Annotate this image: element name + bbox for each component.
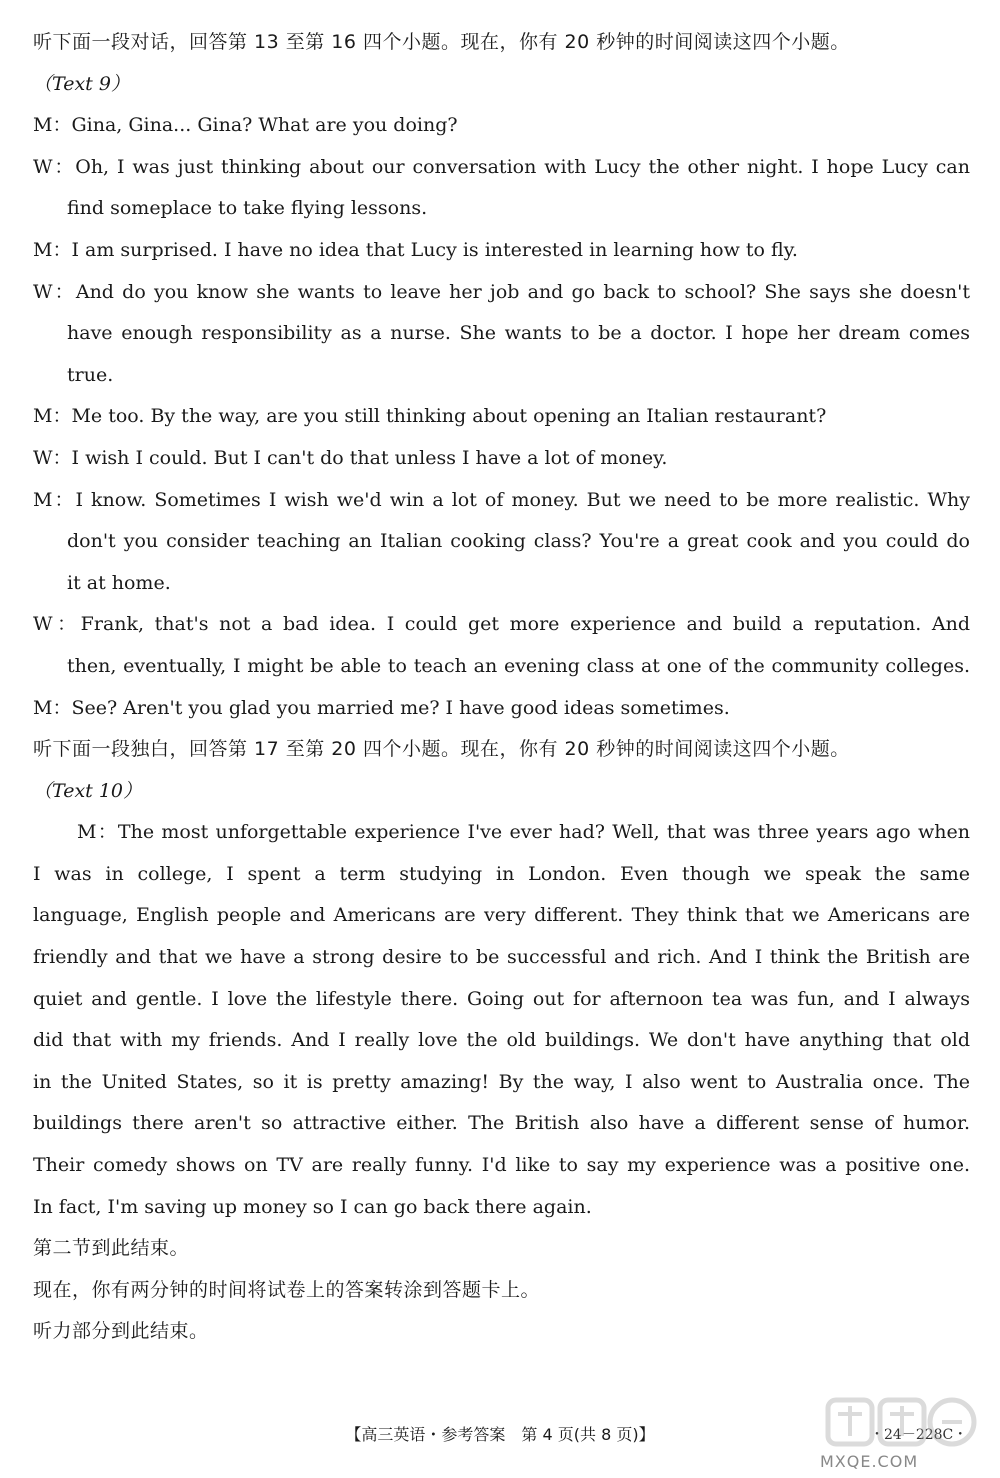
text-line: don't you consider teaching an Italian cooking class? You're a great cook and you could do <box>67 530 970 553</box>
text-line: have enough responsibility as a nurse. She wants to be a doctor. I hope her dream comes <box>67 322 970 345</box>
text-line: W：I wish I could. But I can't do that unless I have a lot of money. <box>33 446 668 469</box>
text-line: 听下面一段独白，回答第 17 至第 20 四个小题。现在，你有 20 秒钟的时间阅读这四个小题。 <box>33 738 850 761</box>
text-line: language, English people and Americans are very different. They think that we Americans are <box>33 904 970 927</box>
page-footer: 【高三英语・参考答案 第 4 页(共 8 页)】 <box>345 1425 655 1444</box>
text-line: M：See? Aren't you glad you married me? I have good ideas sometimes. <box>33 696 730 719</box>
text-line: find someplace to take flying lessons. <box>67 197 428 220</box>
text-line: W：Frank, that's not a bad idea. I could get more experience and build a reputation. And <box>33 613 970 636</box>
text-line: in the United States, so it is pretty amazing! By the way, I also went to Australia once. The <box>33 1070 970 1093</box>
text-line: Their comedy shows on TV are really funny. I'd like to say my experience was a positive one. <box>33 1154 970 1177</box>
text-line: 听力部分到此结束。 <box>33 1320 209 1343</box>
text-line: M：Gina, Gina... Gina? What are you doing? <box>33 114 458 137</box>
text-line: it at home. <box>67 571 171 594</box>
text-line: W：And do you know she wants to leave her job and go back to school? She says she doesn't <box>33 280 970 303</box>
text-line: then, eventually, I might be able to teach an evening class at one of the community colleges. <box>67 654 970 677</box>
text-line: buildings there aren't so attractive either. The British also have a different sense of humor. <box>33 1112 970 1135</box>
text-line: 听下面一段对话，回答第 13 至第 16 四个小题。现在，你有 20 秒钟的时间阅读这四个小题。 <box>33 31 850 53</box>
text-line: M：I am surprised. I have no idea that Lucy is interested in learning how to fly. <box>33 238 798 261</box>
watermark-text: MXQE.COM <box>820 1452 919 1471</box>
text-line: friendly and that we have a strong desire to be successful and rich. And I think the British are <box>33 946 970 969</box>
text-line: 第二节到此结束。 <box>33 1237 190 1260</box>
text-line: In fact, I'm saving up money so I can go back there again. <box>33 1195 592 1218</box>
text-line: true. <box>67 363 114 386</box>
text-line: 现在，你有两分钟的时间将试卷上的答案转涂到答题卡上。 <box>33 1278 541 1301</box>
text-line: M：I know. Sometimes I wish we'd win a lot of money. But we need to be more realistic. Why <box>33 488 970 511</box>
text-line: （Text 10） <box>33 779 143 802</box>
text-line: W：Oh, I was just thinking about our conversation with Lucy the other night. I hope Lucy can <box>33 155 970 178</box>
document-body <box>33 22 970 1353</box>
text-line: M：The most unforgettable experience I've ever had? Well, that was three years ago when <box>77 821 970 844</box>
text-line: quiet and gentle. I love the lifestyle there. Going out for afternoon tea was fun, and I always <box>33 987 970 1010</box>
text-line: M：Me too. By the way, are you still thinking about opening an Italian restaurant? <box>33 405 827 428</box>
document-code: ・24－228C・ <box>870 1427 968 1443</box>
text-line: I was in college, I spent a term studying in London. Even though we speak the same <box>33 862 970 885</box>
text-line: did that with my friends. And I really love the old buildings. We don't have anything that old <box>33 1029 970 1052</box>
text-line: （Text 9） <box>33 72 130 95</box>
